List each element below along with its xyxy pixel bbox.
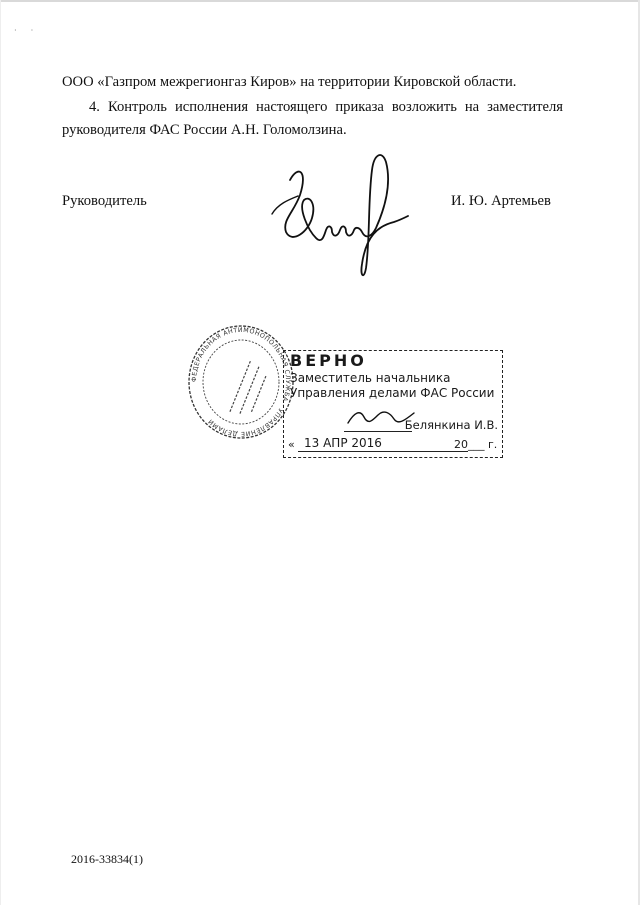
paragraph-item-4: 4. Контроль исполнения настоящего приказа возложить на заместителя руководителя ФАС России А.Н. Голомолзина.: [62, 99, 563, 138]
seal-ring-text: ФЕДЕРАЛЬНАЯ АНТИМОНОПОЛЬНАЯ СЛУЖБА · УПРАВЛЕНИЕ ДЕЛАМИ: [190, 326, 292, 438]
signatory-name: И. Ю. Артемьев: [451, 193, 551, 209]
certification-position-line-2: Управления делами ФАС России: [290, 386, 495, 400]
certification-date: 13 АПР 2016: [304, 436, 382, 450]
document-number: 2016-33834(1): [71, 852, 143, 866]
paragraph-continuation: ООО «Газпром межрегионгаз Киров» на территории Кировской области.: [62, 74, 517, 90]
name-signature-line: [344, 431, 412, 432]
certification-stamp: [283, 350, 503, 458]
signatory-title: Руководитель: [62, 193, 147, 209]
date-open-quote: «: [288, 438, 295, 451]
round-seal: [186, 322, 296, 442]
date-line: [298, 451, 468, 452]
page-edge-left: [0, 0, 1, 905]
handwritten-signature: [268, 140, 418, 290]
certification-name: Белянкина И.В.: [404, 418, 498, 432]
certification-title: ВЕРНО: [290, 351, 367, 370]
page-edge-top: [0, 0, 640, 2]
certification-position-line-1: Заместитель начальника: [290, 371, 451, 385]
certification-year: 20___ г.: [454, 438, 498, 451]
scan-artifact-marks: · ·: [14, 26, 40, 35]
